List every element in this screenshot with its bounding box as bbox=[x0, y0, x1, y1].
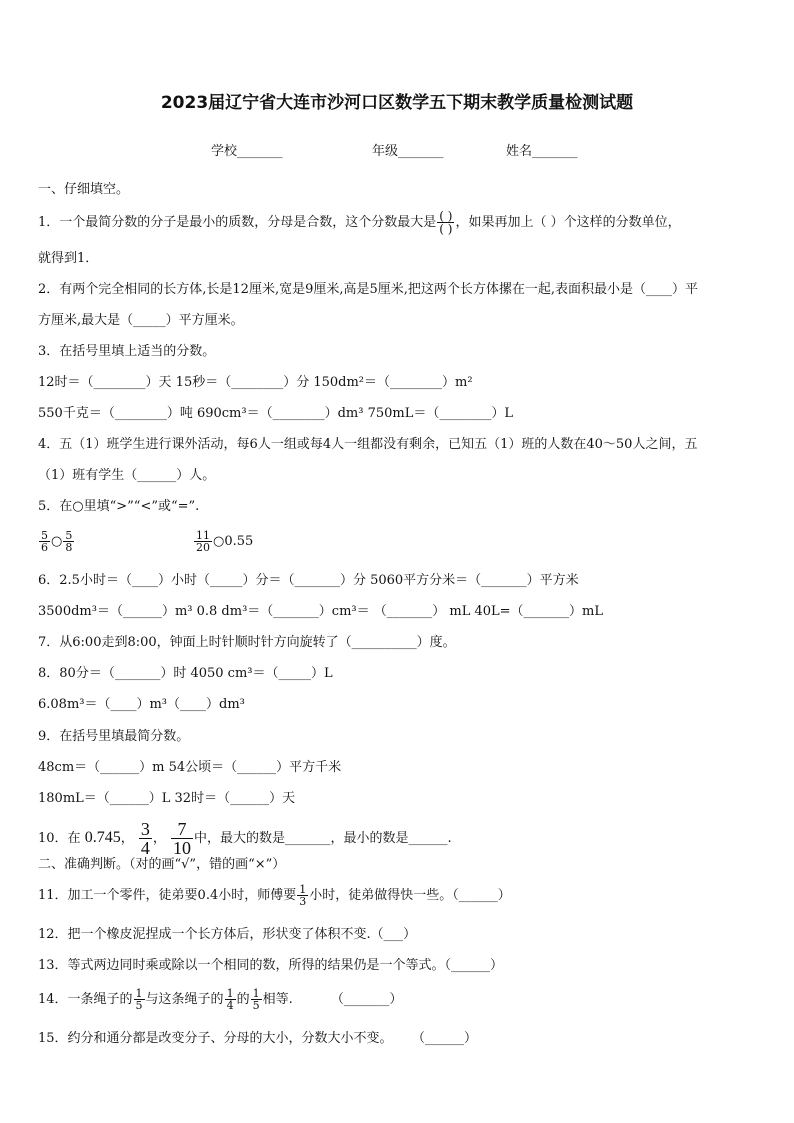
fraction: $\frac{1}{4}$ bbox=[226, 987, 234, 1012]
question-15: 15．约分和通分都是改变分子、分母的大小，分数大小不变。 （______） bbox=[38, 1031, 478, 1046]
fraction-blank: $\frac{( )}{( )}$ bbox=[439, 209, 453, 236]
question-7: 7．从6:00走到8:00，钟面上时针顺时针方向旋转了（__________）度。 bbox=[38, 635, 456, 650]
fraction: $\frac{5}{8}$ bbox=[65, 529, 73, 554]
fraction: $\frac{5}{6}$ bbox=[41, 529, 48, 554]
section-heading-fill: 一、仔细填空。 bbox=[38, 182, 130, 197]
question-3-row-1: 12时＝（________）天 15秒＝（________）分 150dm²＝（________）m² bbox=[38, 375, 473, 390]
name-field: 姓名_______ bbox=[506, 144, 578, 159]
question-8: 8．80分＝（_______）时 4050 cm³＝（_____）L bbox=[38, 666, 333, 681]
question-1-cont: 就得到1． bbox=[38, 251, 99, 266]
question-6-cont: 3500dm³＝（______）m³ 0.8 dm³＝（_______）cm³＝ （_______） mL 40L=（_______）mL bbox=[38, 604, 603, 619]
question-2: 2．有两个完全相同的长方体,长是12厘米,宽是9厘米,高是5厘米,把这两个长方体摞在一起,表面积最小是（____）平 bbox=[38, 282, 699, 297]
fraction: $\frac{1}{3}$ bbox=[299, 883, 307, 908]
question-1: 1．一个最简分数的分子是最小的质数，分母是合数，这个分数最大是 $\frac{( )}{( )}$ ，如果再加上（ ）个这样的分数单位， bbox=[38, 209, 681, 236]
question-11: 11．加工一个零件，徒弟要0.4小时，师傅要 $\frac{1}{3}$ 小时，徒弟做得快一些。（______） bbox=[38, 883, 511, 908]
question-5-compare-2: $\frac{11}{20}$ ○0.55 bbox=[196, 529, 254, 554]
fraction: $\frac{3}{4}$ bbox=[140, 819, 150, 858]
fraction: $\frac{1}{5}$ bbox=[252, 987, 260, 1012]
question-9-row-2: 180mL＝（______）L 32时＝（______）天 bbox=[38, 791, 296, 806]
question-5: 5．在○里填“>”“<”或“=”. bbox=[38, 499, 200, 514]
question-14: 14．一条绳子的 $\frac{1}{5}$ 与这条绳子的 $\frac{1}{4}$ 的 $\frac{1}{5}$ 相等. （_______） bbox=[38, 987, 403, 1012]
fraction: $\frac{1}{5}$ bbox=[135, 987, 143, 1012]
exam-title: 2023届辽宁省大连市沙河口区数学五下期末教学质量检测试题 bbox=[160, 93, 634, 113]
question-4-cont: （1）班有学生（______）人。 bbox=[38, 468, 216, 483]
question-12: 12．把一个橡皮泥捏成一个长方体后，形状变了体积不变.（___） bbox=[38, 927, 417, 942]
question-5-compare-1 bbox=[38, 530, 75, 553]
section-heading-judge: 二、准确判断。（对的画“√”，错的画“×”） bbox=[38, 857, 286, 872]
school-field: 学校_______ bbox=[211, 144, 283, 159]
question-4: 4．五（1）班学生进行课外活动，每6人一组或每4人一组都没有剩余，已知五（1）班的人数在40～50人之间，五 bbox=[38, 437, 698, 452]
question-3-row-2: 550千克＝（________）吨 690cm³＝（________）dm³ 750mL＝（________）L bbox=[38, 406, 513, 421]
grade-field: 年级_______ bbox=[372, 144, 444, 159]
question-3: 3．在括号里填上适当的分数。 bbox=[38, 344, 216, 359]
answer-blank: （______） bbox=[418, 1031, 478, 1046]
question-13: 13．等式两边同时乘或除以一个相同的数，所得的结果仍是一个等式。（______） bbox=[38, 958, 504, 973]
question-9: 9．在括号里填最简分数。 bbox=[38, 729, 190, 744]
question-9-row-1: 48cm＝（______）m 54公顷＝（______）平方千米 bbox=[38, 760, 342, 775]
compare-circle: ○ bbox=[51, 534, 63, 549]
decimal-number: 0.745 bbox=[84, 829, 121, 846]
question-6: 6．2.5小时＝（____）小时（_____）分＝（_______）分 5060平方分米＝（_______）平方米 bbox=[38, 573, 579, 588]
answer-blank: （_______） bbox=[330, 992, 403, 1007]
question-10: 10．在 0.745， $\frac{3}{4}$ ， $\frac{7}{10}$ 中，最大的数是_______，最小的数是______. bbox=[38, 819, 452, 858]
fraction: $\frac{11}{20}$ bbox=[196, 529, 210, 554]
question-2-cont: 方厘米,最大是（_____）平方厘米。 bbox=[38, 313, 244, 328]
fraction: $\frac{7}{10}$ bbox=[173, 819, 191, 858]
question-8-cont: 6.08m³＝（____）m³（____）dm³ bbox=[38, 697, 245, 712]
